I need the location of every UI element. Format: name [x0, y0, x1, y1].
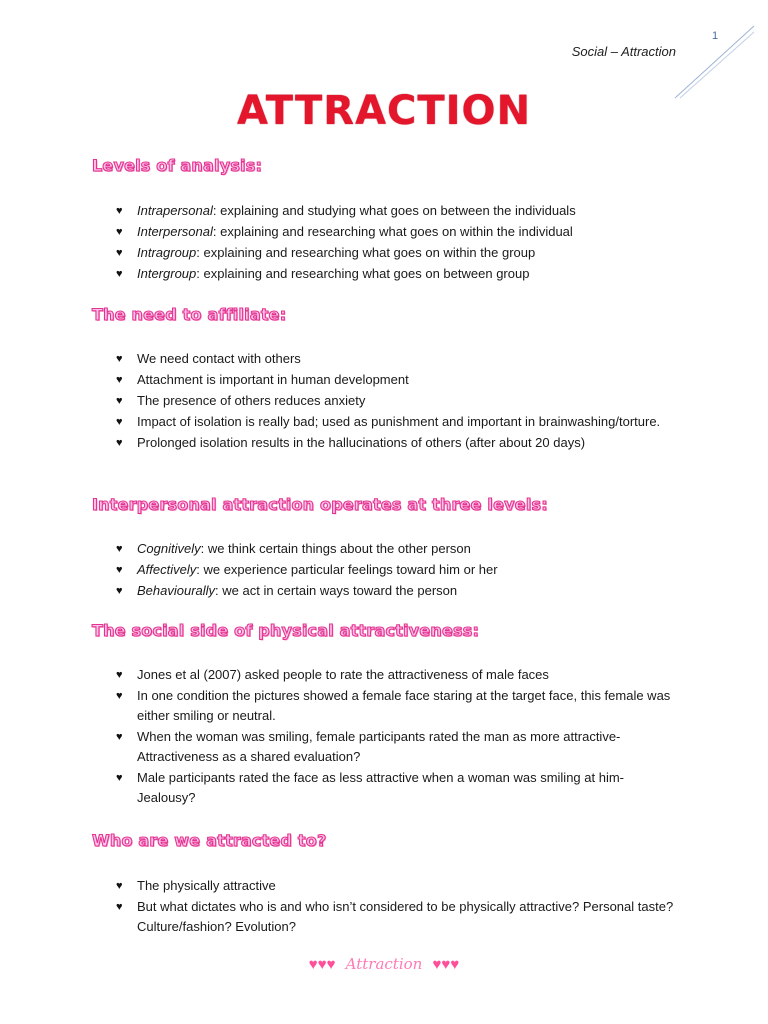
section-heading-levels-of-analysis: Levels of analysis:: [92, 156, 263, 175]
section-heading-social-side-attractiveness: The social side of physical attractiveness:: [92, 621, 480, 640]
list-item-text: : we think certain things about the other person: [200, 541, 471, 556]
heart-bullet-icon: ♥: [116, 731, 123, 743]
heart-bullet-icon: ♥: [116, 901, 123, 913]
list-item: [116, 349, 682, 369]
heart-bullet-icon: ♥: [116, 543, 123, 555]
list-item-term: Interpersonal: [137, 224, 213, 239]
bullet-list-who-attracted-to: [116, 876, 682, 938]
heart-bullet-icon: ♥: [116, 669, 123, 681]
section-heading-who-attracted-to: Who are we attracted to?: [92, 831, 327, 850]
bullet-list-interpersonal-attraction: [116, 539, 682, 602]
heart-bullet-icon: ♥: [116, 353, 123, 365]
list-item: [116, 201, 682, 221]
list-item-text: Jones et al (2007) asked people to rate the attractiveness of male faces: [137, 667, 549, 682]
list-item-term: Intragroup: [137, 245, 197, 260]
bullet-list-need-to-affiliate: [116, 349, 682, 454]
list-item: [116, 264, 682, 284]
heart-bullet-icon: ♥: [116, 247, 123, 259]
list-item-term: Behaviourally: [137, 583, 216, 598]
list-item-text: Prolonged isolation results in the hallucinations of others (after about 20 days): [137, 435, 586, 450]
list-item: [116, 876, 682, 896]
list-item-term: Cognitively: [137, 541, 201, 556]
list-item: [116, 391, 682, 411]
footer-text: Attraction: [345, 955, 423, 973]
list-item-text: Impact of isolation is really bad; used as punishment and important in brainwashing/torture.: [137, 414, 661, 429]
list-item-text: : explaining and studying what goes on between the individuals: [212, 203, 576, 218]
list-item: [116, 433, 682, 453]
list-item-term: Affectively: [137, 562, 197, 577]
list-item: [116, 665, 682, 685]
list-item-text: In one condition the pictures showed a female face staring at the target face, this female was either smiling or neutral.: [137, 688, 671, 723]
heart-bullet-icon: ♥: [116, 880, 123, 892]
bullet-list-levels-of-analysis: [116, 201, 682, 285]
list-item: [116, 727, 682, 767]
heart-bullet-icon: ♥: [116, 564, 123, 576]
heart-bullet-icon: ♥: [116, 416, 123, 428]
footer-decoration: [0, 955, 768, 973]
list-item-text: : we experience particular feelings toward him or her: [196, 562, 498, 577]
list-item: [116, 412, 682, 432]
list-item-text: Attachment is important in human development: [137, 372, 409, 387]
list-item: [116, 686, 682, 726]
section-heading-interpersonal-attraction: Interpersonal attraction operates at three levels:: [92, 495, 548, 514]
list-item: [116, 370, 682, 390]
list-item: [116, 560, 682, 580]
heart-bullet-icon: ♥: [116, 395, 123, 407]
list-item-text: : explaining and researching what goes on between group: [196, 266, 530, 281]
list-item-text: But what dictates who is and who isn’t considered to be physically attractive? Personal taste? Culture/fashion? Evolution?: [137, 899, 674, 934]
heart-bullet-icon: ♥: [116, 205, 123, 217]
list-item: [116, 222, 682, 242]
heart-bullet-icon: ♥: [116, 374, 123, 386]
list-item-text: : we act in certain ways toward the person: [215, 583, 458, 598]
list-item-text: : explaining and researching what goes on within the individual: [212, 224, 573, 239]
list-item: [116, 243, 682, 263]
heart-bullet-icon: ♥: [116, 226, 123, 238]
list-item-text: The presence of others reduces anxiety: [137, 393, 366, 408]
heart-bullet-icon: ♥: [116, 690, 123, 702]
hearts-left-icon: ♥♥♥: [308, 956, 336, 973]
heart-bullet-icon: ♥: [116, 585, 123, 597]
list-item: [116, 539, 682, 559]
heart-bullet-icon: ♥: [116, 268, 123, 280]
page-number: 1: [711, 30, 719, 42]
hearts-right-icon: ♥♥♥: [432, 956, 460, 973]
list-item: [116, 581, 682, 601]
list-item-term: Intergroup: [137, 266, 197, 281]
bullet-list-social-side-attractiveness: [116, 665, 682, 809]
list-item-text: Male participants rated the face as less attractive when a woman was smiling at him- Jealousy?: [137, 770, 624, 805]
heart-bullet-icon: ♥: [116, 437, 123, 449]
running-header: Social – Attraction: [571, 44, 676, 59]
list-item: [116, 897, 682, 937]
list-item-text: : explaining and researching what goes on within the group: [196, 245, 536, 260]
list-item-text: The physically attractive: [137, 878, 276, 893]
list-item: [116, 768, 682, 808]
heart-bullet-icon: ♥: [116, 772, 123, 784]
list-item-text: When the woman was smiling, female participants rated the man as more attractive- Attractiveness as a shared evaluation?: [137, 729, 621, 764]
list-item-text: We need contact with others: [137, 351, 301, 366]
section-heading-need-to-affiliate: The need to affiliate:: [92, 305, 287, 324]
list-item-term: Intrapersonal: [137, 203, 213, 218]
document-title: ATTRACTION: [236, 88, 532, 134]
